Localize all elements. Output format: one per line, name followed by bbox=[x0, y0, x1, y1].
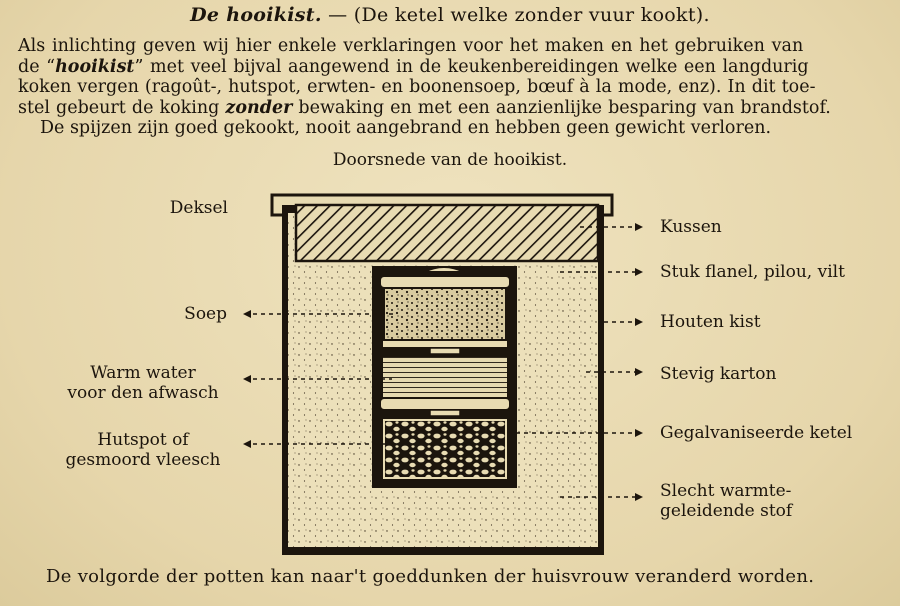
paragraph-line-2-a: de “ bbox=[18, 56, 56, 77]
label-karton: Stevig karton bbox=[660, 364, 777, 384]
label-deksel: Deksel bbox=[169, 198, 228, 218]
label-soep: Soep bbox=[184, 304, 227, 324]
paragraph-line-4-b: bewaking en met een aanzienlijke besparing van brandstof. bbox=[292, 97, 831, 118]
label-warm-water-line-1: Warm water bbox=[90, 363, 196, 383]
paragraph-line-4-emphasis: zonder bbox=[225, 97, 293, 118]
paragraph-line-3: koken vergen (ragoût-, hutspot, erwten- en boonensoep, bœuf à la mode, enz). In dit toe- bbox=[18, 77, 816, 97]
label-hutspot-line-1: Hutspot of bbox=[97, 430, 189, 450]
label-warm-water-line-2: voor den afwasch bbox=[67, 383, 219, 403]
title-rest: — (De ketel welke zonder vuur kookt). bbox=[321, 4, 710, 26]
label-warmte-stof-line-2: geleidende stof bbox=[660, 501, 793, 521]
paragraph-line-4-a: stel gebeurt de koking bbox=[18, 97, 226, 118]
paragraph-line-5: De spijzen zijn goed gekookt, nooit aangebrand en hebben geen gewicht verloren. bbox=[40, 118, 772, 138]
label-kussen: Kussen bbox=[660, 217, 722, 237]
label-flanel: Stuk flanel, pilou, vilt bbox=[660, 262, 845, 282]
footer-note: De volgorde der potten kan naar't goeddunken der huisvrouw veranderd worden. bbox=[46, 566, 815, 587]
diagram-caption: Doorsnede van de hooikist. bbox=[332, 150, 568, 170]
cushion bbox=[296, 205, 598, 261]
label-warm-water bbox=[60, 363, 226, 403]
label-houten-kist: Houten kist bbox=[660, 312, 761, 332]
paragraph-line-1: Als inlichting geven wij hier enkele verklaringen voor het maken en het gebruiken van bbox=[18, 36, 804, 56]
kettle-stack bbox=[380, 267, 510, 478]
label-warmte-stof-line-1: Slecht warmte- bbox=[660, 481, 792, 501]
label-warmte-stof bbox=[660, 481, 792, 521]
paragraph-line-2-emphasis: hooikist bbox=[55, 56, 135, 77]
title-emphasis: De hooikist. bbox=[190, 4, 322, 26]
label-hutspot bbox=[60, 430, 226, 470]
paragraph-line-2-b: ” met veel bijval aangewend in de keukenbereidingen welke een langdurig bbox=[134, 56, 809, 77]
label-hutspot-line-2: gesmoord vleesch bbox=[65, 450, 221, 470]
label-ketel: Gegalvaniseerde ketel bbox=[660, 423, 853, 443]
